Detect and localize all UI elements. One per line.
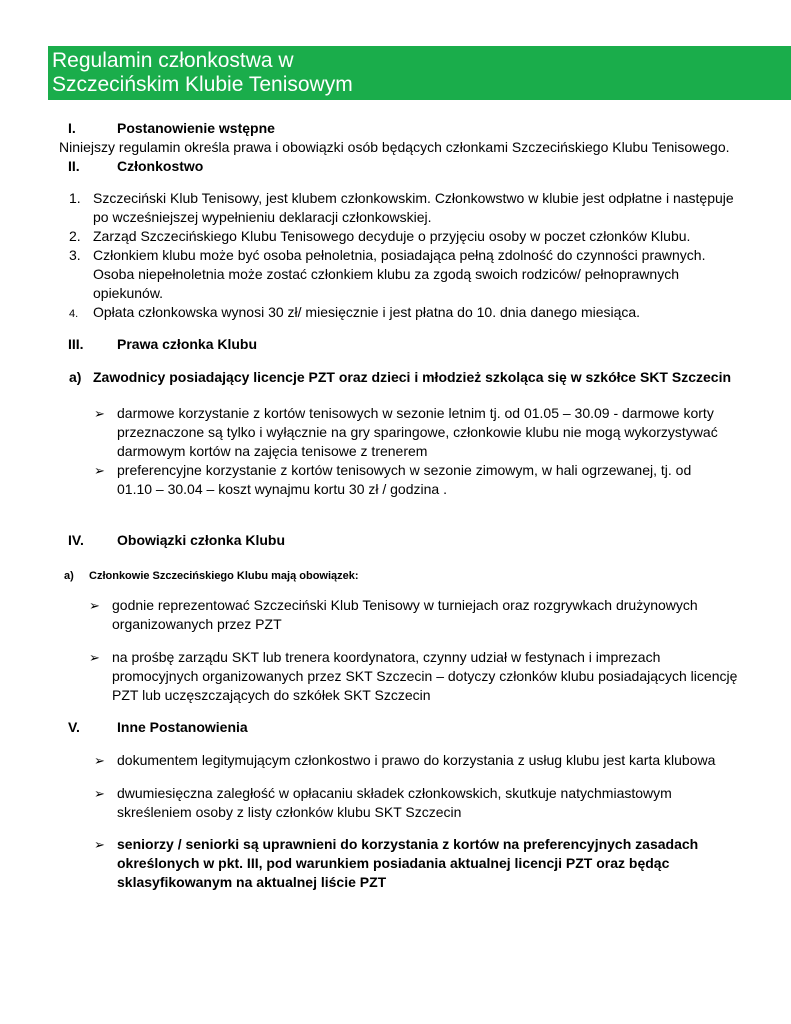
section-3-number: III. <box>68 336 84 352</box>
section-3-bullet-2-line-2: 01.10 – 30.04 – koszt wynajmu kortu 30 zł / godzina . <box>117 481 447 497</box>
section-4-bullet-2-line-1: na prośbę zarządu SKT lub trenera koordynatora, czynny udział w festynach i imprezach <box>112 649 661 665</box>
section-3-bullet-1-line-1: darmowe korzystanie z kortów tenisowych w sezonie letnim tj. od 01.05 – 30.09 - darmowe korty <box>117 405 714 421</box>
section-2-heading: Członkostwo <box>117 158 204 174</box>
list-item-4-line-1: Opłata członkowska wynosi 30 zł/ miesięcznie i jest płatna do 10. dnia danego miesiąca. <box>93 304 641 320</box>
title-line-2: Szczecińskim Klubie Tenisowym <box>52 73 353 96</box>
section-5-bullet-2-line-2: skreśleniem osoby z listy członków klubu SKT Szczecin <box>117 804 462 820</box>
list-item-3-number: 3. <box>69 247 81 263</box>
arrow-bullet-icon: ➢ <box>94 837 105 852</box>
section-1-number: I. <box>68 120 76 136</box>
section-5-bullet-3-line-1: seniorzy / seniorki są uprawnieni do korzystania z kortów na preferencyjnych zasadach <box>117 836 699 852</box>
section-5-bullet-3-line-3: sklasyfikowanym na aktualnej liście PZT <box>117 874 387 890</box>
title-banner <box>48 46 791 100</box>
section-4-sub-label: a) <box>64 570 74 582</box>
section-1-text: Niniejszy regulamin określa prawa i obowiązki osób będących członkami Szczecińskiego Klubu Tenisowego. <box>59 139 730 155</box>
list-item-1-line-1: Szczeciński Klub Tenisowy, jest klubem członkowskim. Członkowstwo w klubie jest odpłatne i następuje <box>93 190 734 206</box>
list-item-3-line-2: Osoba niepełnoletnia może zostać członkiem klubu za zgodą swoich rodziców/ pełnoprawnych <box>93 266 679 282</box>
section-3-sub-label: a) <box>69 369 82 385</box>
section-5-heading: Inne Postanowienia <box>117 719 248 735</box>
section-3-bullet-1-line-3: darmowym kortów na zajęcia tenisowe z trenerem <box>117 443 428 459</box>
arrow-bullet-icon: ➢ <box>89 598 100 613</box>
section-5-bullet-3-line-2: określonych w pkt. III, pod warunkiem posiadania aktualnej licencji PZT oraz będąc <box>117 855 670 871</box>
list-item-2-number: 2. <box>69 228 81 244</box>
arrow-bullet-icon: ➢ <box>94 463 105 478</box>
section-4-bullet-2-line-2: promocyjnych organizowanych przez SKT Szczecin – dotyczy członków klubu posiadających licencję <box>112 668 738 684</box>
section-4-heading: Obowiązki członka Klubu <box>117 532 286 548</box>
section-4-number: IV. <box>68 532 84 548</box>
list-item-1-number: 1. <box>69 190 81 206</box>
section-4-bullet-1-line-1: godnie reprezentować Szczeciński Klub Tenisowy w turniejach oraz rozgrywkach drużynowych <box>112 597 698 613</box>
arrow-bullet-icon: ➢ <box>94 406 105 421</box>
arrow-bullet-icon: ➢ <box>94 786 105 801</box>
section-3-bullet-2-line-1: preferencyjne korzystanie z kortów tenisowych w sezonie zimowym, w hali ogrzewanej, tj. od <box>117 462 692 478</box>
list-item-2-line-1: Zarząd Szczecińskiego Klubu Tenisowego decyduje o przyjęciu osoby w poczet członków Klubu. <box>93 228 691 244</box>
section-5-bullet-1-line-1: dokumentem legitymującym członkostwo i prawo do korzystania z usług klubu jest karta klubowa <box>117 752 716 768</box>
section-2-number: II. <box>68 158 80 174</box>
list-item-3-line-1: Członkiem klubu może być osoba pełnoletnia, posiadająca pełną zdolność do czynności prawnych. <box>93 247 706 263</box>
section-5-number: V. <box>68 719 80 735</box>
section-4-bullet-1-line-2: organizowanych przez PZT <box>112 616 282 632</box>
list-item-1-line-2: po wcześniejszej wypełnieniu deklaracji członkowskiej. <box>93 209 432 225</box>
section-3-heading: Prawa członka Klubu <box>117 336 258 352</box>
section-4-bullet-2-line-3: PZT lub uczęszczających do szkółek SKT Szczecin <box>112 687 431 703</box>
list-item-4-number: 4. <box>69 308 79 320</box>
section-3-bullet-1-line-2: przeznaczone są tylko i wyłącznie na gry sparingowe, członkowie klubu nie mogą wykorzystywać <box>117 424 718 440</box>
arrow-bullet-icon: ➢ <box>94 753 105 768</box>
section-4-sub-heading: Członkowie Szczecińskiego Klubu mają obowiązek: <box>89 570 359 582</box>
section-1-heading: Postanowienie wstępne <box>117 120 275 136</box>
list-item-3-line-3: opiekunów. <box>93 285 164 301</box>
title-line-1: Regulamin członkostwa w <box>52 49 294 72</box>
section-5-bullet-2-line-1: dwumiesięczna zaległość w opłacaniu składek członkowskich, skutkuje natychmiastowym <box>117 785 672 801</box>
arrow-bullet-icon: ➢ <box>89 650 100 665</box>
section-3-sub-heading: Zawodnicy posiadający licencje PZT oraz dzieci i młodzież szkoląca się w szkółce SKT Szczecin <box>93 369 732 385</box>
